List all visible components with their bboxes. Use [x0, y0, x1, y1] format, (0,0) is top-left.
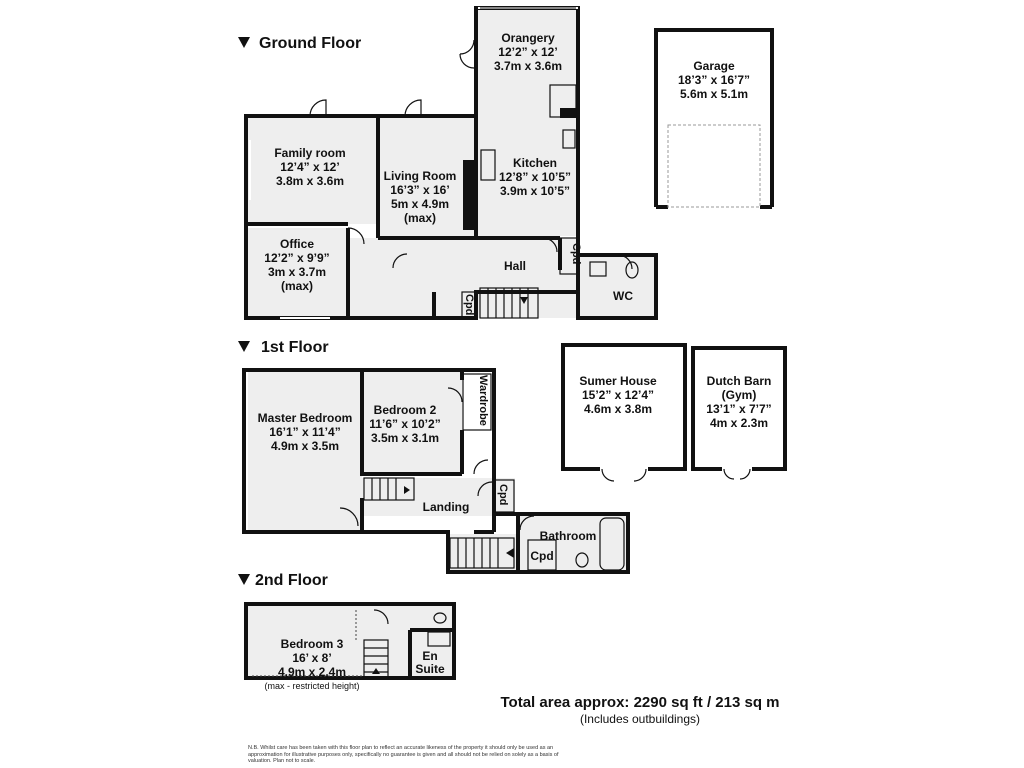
- svg-text:Orangery: Orangery: [501, 31, 555, 45]
- second-floor-heading: [238, 572, 328, 589]
- svg-text:16’ x 8’: 16’ x 8’: [292, 651, 332, 665]
- dutch-barn-imperial: 13’1” x 7’7”: [706, 402, 772, 416]
- dutch-barn-plan: [693, 348, 785, 479]
- total-area-note: (Includes outbuildings): [579, 712, 701, 726]
- sumer-house-imperial: 15’2” x 12’4”: [581, 388, 655, 402]
- cpd-stairs-label: Cpd: [463, 294, 475, 316]
- svg-text:3m x 3.7m: 3m x 3.7m: [267, 265, 327, 279]
- svg-text:(max): (max): [403, 211, 437, 225]
- garage-label: Garage: [693, 59, 735, 73]
- master-bedroom-label: [258, 411, 353, 453]
- svg-text:3.5m x 3.1m: 3.5m x 3.1m: [370, 431, 440, 445]
- ground-floor-heading: [238, 35, 361, 52]
- cpd-landing-label: Cpd: [497, 484, 509, 506]
- svg-text:Master Bedroom: Master Bedroom: [257, 411, 353, 425]
- svg-text:12’4” x 12’: 12’4” x 12’: [280, 160, 340, 174]
- svg-text:16’3” x 16’: 16’3” x 16’: [390, 183, 450, 197]
- sumer-house-label: Sumer House: [579, 374, 657, 388]
- cpd-bathroom-label: Cpd: [530, 549, 554, 563]
- svg-text:Living Room: Living Room: [383, 169, 457, 183]
- dutch-barn-label: Dutch Barn: [706, 374, 772, 388]
- wardrobe-label: Wardrobe: [477, 375, 489, 426]
- svg-text:11’6” x 10’2”: 11’6” x 10’2”: [369, 417, 441, 431]
- svg-text:4.9m x 2.4m: 4.9m x 2.4m: [277, 665, 347, 679]
- svg-text:3.7m x 3.6m: 3.7m x 3.6m: [493, 59, 563, 73]
- garage-metric: 5.6m x 5.1m: [679, 87, 749, 101]
- hall-label: Hall: [503, 259, 527, 273]
- landing-label: Landing: [422, 500, 470, 514]
- first-floor-title: 1st Floor: [261, 339, 329, 356]
- garage-plan: [656, 30, 772, 207]
- sumer-house-metric: 4.6m x 3.8m: [583, 402, 653, 416]
- svg-text:(max): (max): [280, 279, 314, 293]
- dutch-barn-sub: (Gym): [721, 388, 757, 402]
- svg-text:12’2” x 12’: 12’2” x 12’: [498, 45, 558, 59]
- orangery-label: [494, 31, 562, 73]
- svg-text:3.8m x 3.6m: 3.8m x 3.6m: [275, 174, 345, 188]
- second-floor-title: 2nd Floor: [255, 572, 328, 589]
- ground-floor-title: Ground Floor: [259, 35, 362, 52]
- bedroom2-label: [369, 403, 440, 445]
- disclaimer: N.B. Whilst care has been taken with this floor plan to reflect an accurate likeness of the property it should only be used as an approximation for illustrative purposes only, specifically no guarantee is given and all should not be relied on solely as a basis of valuation. Plan not to scale.: [248, 745, 559, 764]
- svg-text:4.9m x 3.5m: 4.9m x 3.5m: [270, 439, 340, 453]
- svg-text:Kitchen: Kitchen: [512, 156, 558, 170]
- svg-text:12’8” x 10’5”: 12’8” x 10’5”: [498, 170, 572, 184]
- family-room-label: [274, 146, 345, 188]
- garage-imperial: 18’3” x 16’7”: [677, 73, 751, 87]
- bathroom-label: Bathroom: [539, 529, 597, 543]
- svg-text:Bedroom 2: Bedroom 2: [373, 403, 437, 417]
- svg-text:En: En: [422, 649, 438, 663]
- svg-text:(max - restricted height): (max - restricted height): [264, 681, 360, 691]
- total-area: Total area approx: 2290 sq ft / 213 sq m: [500, 694, 780, 711]
- svg-text:Office: Office: [279, 237, 315, 251]
- svg-text:Suite: Suite: [415, 662, 445, 676]
- svg-text:Family room: Family room: [274, 146, 346, 160]
- svg-text:16’1” x 11’4”: 16’1” x 11’4”: [269, 425, 341, 439]
- svg-text:12’2” x 9’9”: 12’2” x 9’9”: [264, 251, 330, 265]
- cpd-hall-label: Cpd: [570, 243, 582, 265]
- svg-text:3.9m x 10’5”: 3.9m x 10’5”: [499, 184, 571, 198]
- svg-text:5m x 4.9m: 5m x 4.9m: [390, 197, 450, 211]
- wc-label: WC: [613, 289, 633, 303]
- sumer-house-plan: [563, 345, 685, 481]
- first-floor-heading: [238, 339, 329, 356]
- svg-text:Bedroom 3: Bedroom 3: [280, 637, 344, 651]
- dutch-barn-metric: 4m x 2.3m: [709, 416, 769, 430]
